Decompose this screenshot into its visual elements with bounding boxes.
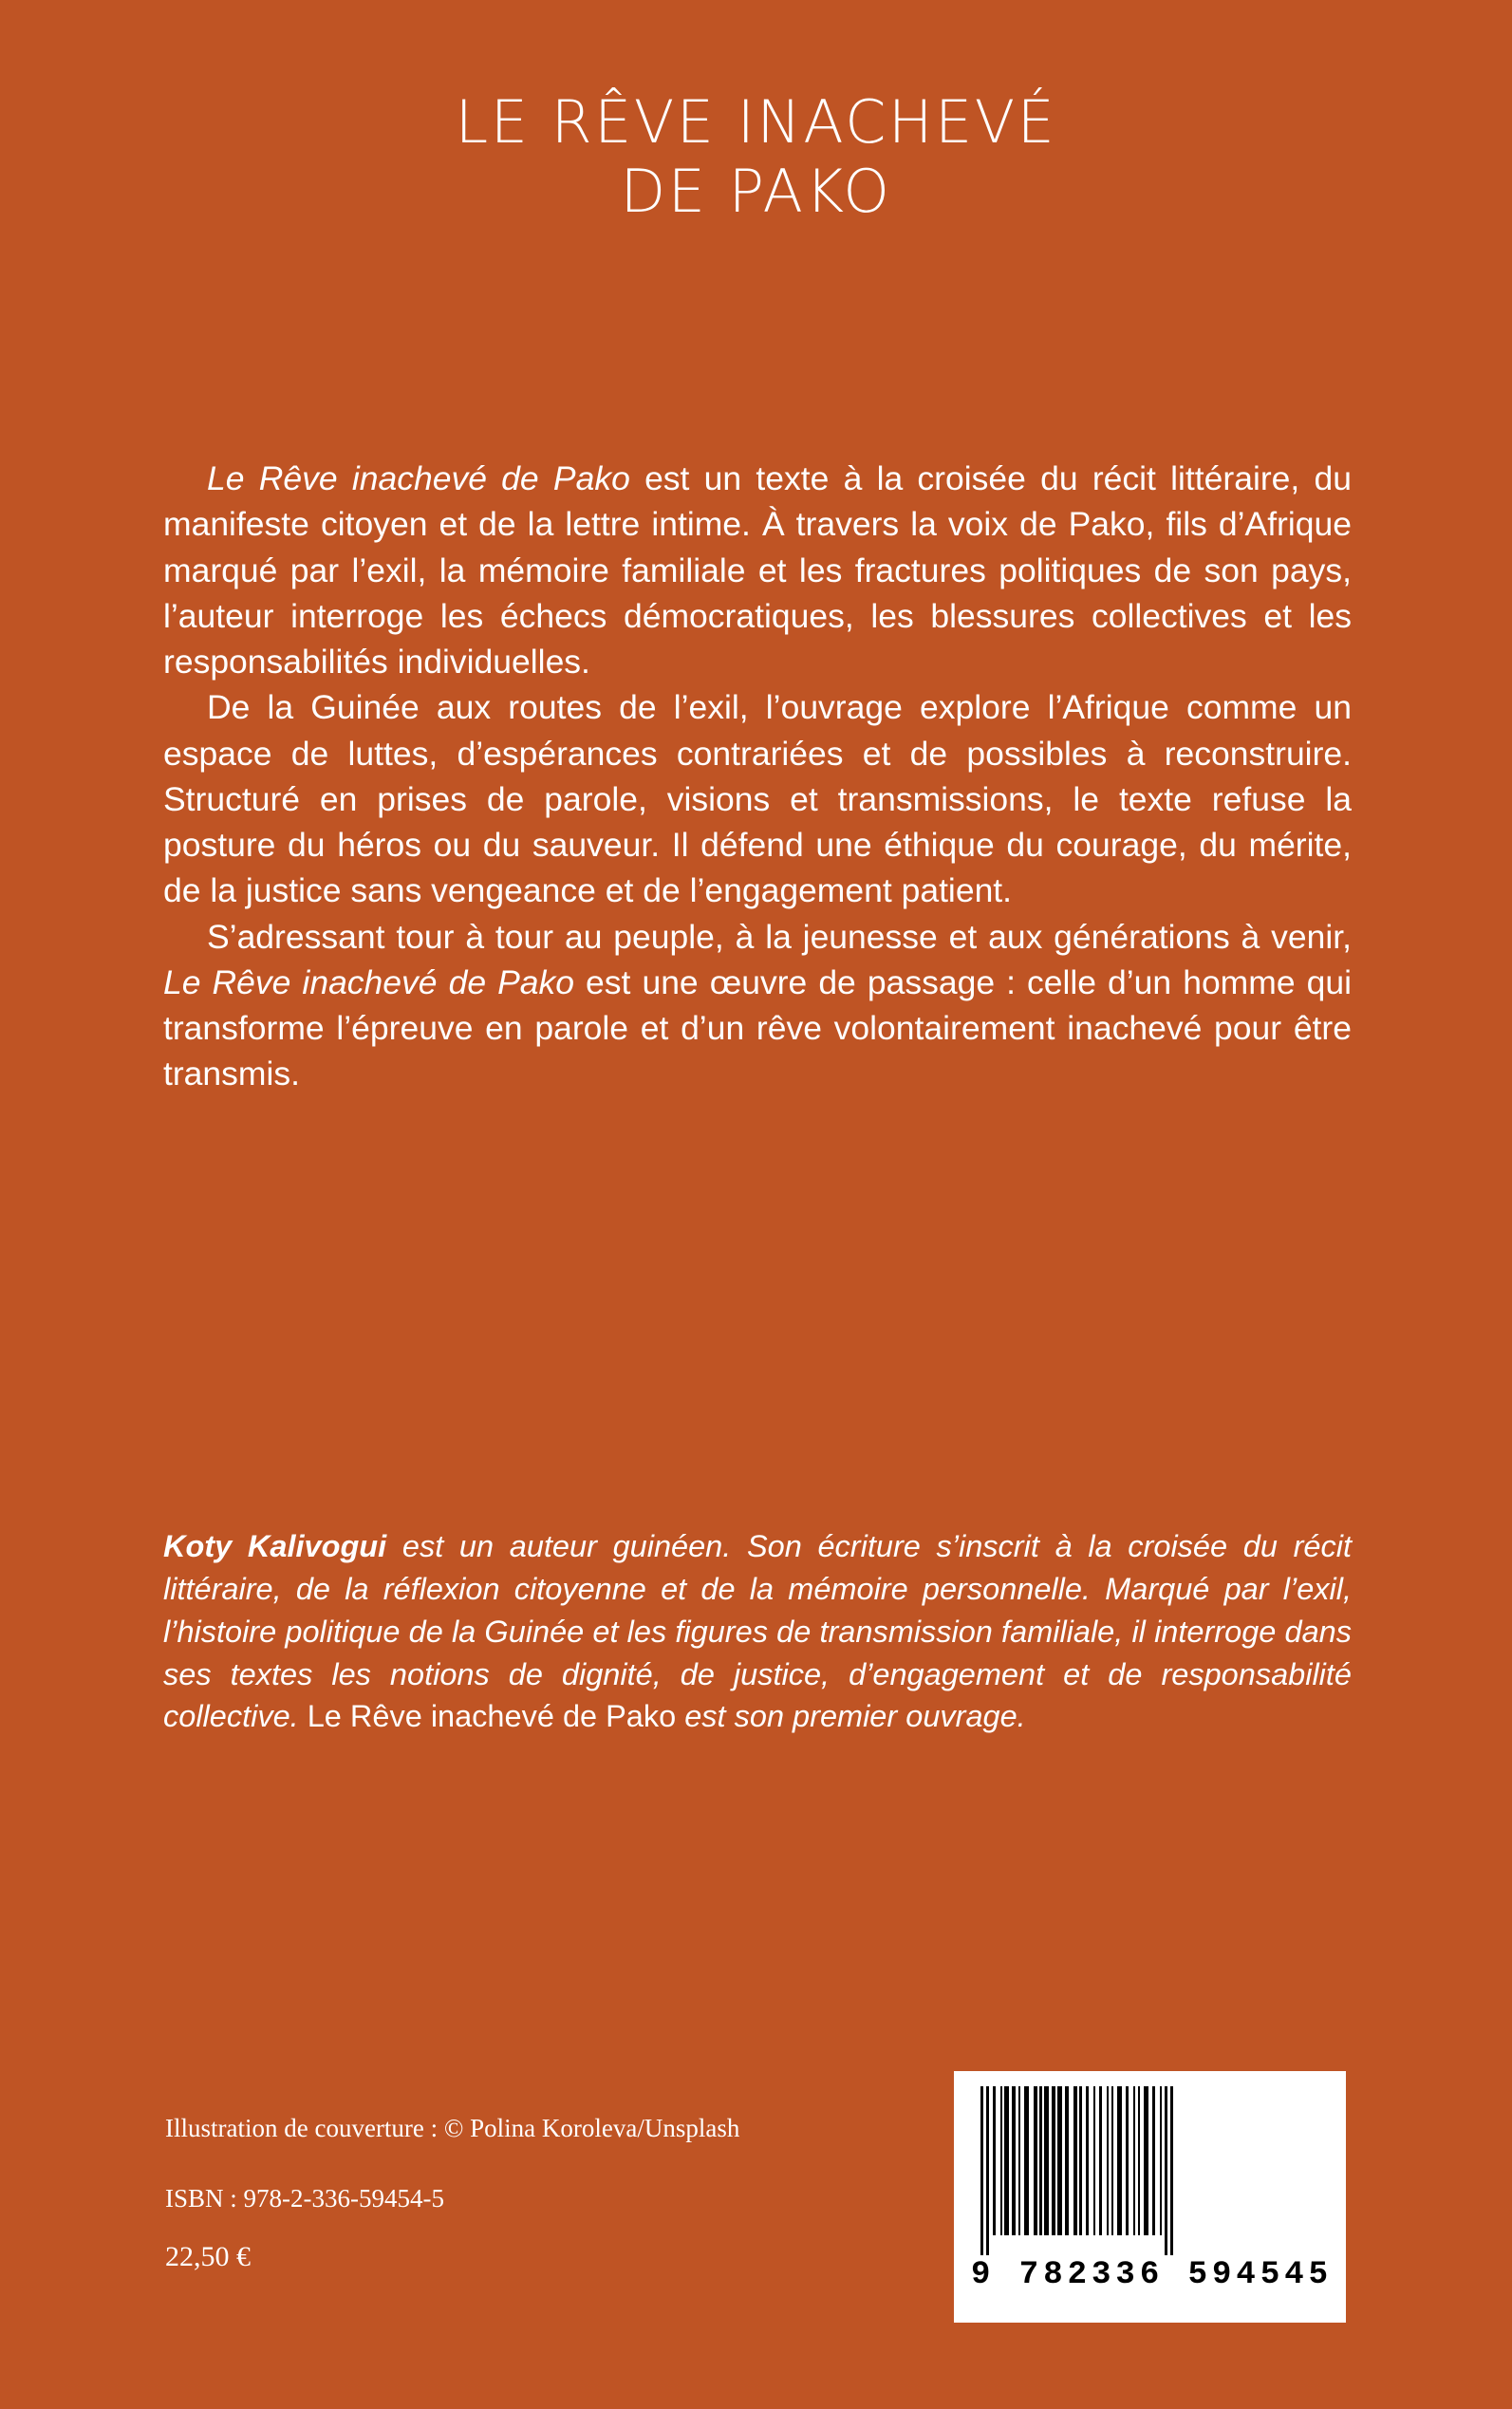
barcode — [954, 2071, 1346, 2323]
page-title — [0, 87, 1512, 226]
blurb-book-title-2: Le Rêve inachevé de Pako — [163, 962, 575, 1001]
isbn-text: ISBN : 978-2-336-59454-5 — [165, 2183, 444, 2213]
price-text: 22,50 € — [165, 2241, 251, 2273]
blurb-paragraph-2: De la Guinée aux routes de l’exil, l’ouvrage explore l’Afrique comme un espace de luttes, d’espérances contrariées et de possibles à reconstruire. Structuré en prises de parole, visions et transmissions, le texte refuse la posture du héros ou du sauveur. Il défend une éthique du courage, du mérite, de la justice sans vengeance et de l’engagement patient. — [163, 688, 1352, 910]
author-bio-text-2: est son premier ouvrage. — [676, 1699, 1026, 1734]
author-bio-text-1: est un auteur guinéen. Son écriture s’inscrit à la croisée du récit littéraire, de la réflexion citoyenne et de la mémoire personnelle. Marqué par l’exil, l’histoire politique de la Guinée et les figures de transmission familiale, il interroge dans ses textes les notions de dignité, de justice, d’engagement et de responsabilité collective. — [163, 1529, 1352, 1734]
author-name: Koty Kalivogui — [163, 1529, 387, 1563]
cover-credit: Illustration de couverture : © Polina Koroleva/Unsplash — [165, 2114, 740, 2142]
blurb-paragraph-1 — [163, 456, 1352, 684]
blurb-book-title-1: Le Rêve inachevé de Pako — [207, 459, 630, 497]
blurb-paragraph-3 — [163, 914, 1352, 1097]
barcode-bar — [1170, 2086, 1173, 2255]
blurb-text — [163, 456, 1352, 1097]
blurb-paragraph-3-part1: S’adressant tour à tour au peuple, à la jeunesse et aux générations à venir, — [207, 917, 1352, 956]
author-bio-book-title: Le Rêve inachevé de Pako — [307, 1699, 677, 1734]
barcode-gap — [971, 2086, 980, 2255]
author-bio-paragraph — [163, 1525, 1352, 1738]
title-line-1: LE RÊVE INACHEVÉ — [455, 87, 1057, 157]
barcode-digits: 9 782336 594545 — [971, 2257, 1334, 2293]
blurb-paragraph-3-part2: est une œuvre de passage : celle d’un homme qui transforme l’épreuve en parole et d’un rêve volontairement inachevé pour être transmis. — [163, 962, 1352, 1093]
footer-info — [165, 2115, 1019, 2272]
title-line-2: DE PAKO — [620, 157, 892, 227]
barcode-bars — [971, 2086, 1329, 2255]
author-bio — [163, 1525, 1352, 1738]
blurb-paragraph-1-rest: est un texte à la croisée du récit littéraire, du manifeste citoyen et de la lettre intime. À travers la voix de Pako, fils d’Afrique marqué par l’exil, la mémoire familiale et les fractures politiques de son pays, l’auteur interroge les échecs démocratiques, les blessures collectives et les responsabilités individuelles. — [163, 459, 1352, 682]
